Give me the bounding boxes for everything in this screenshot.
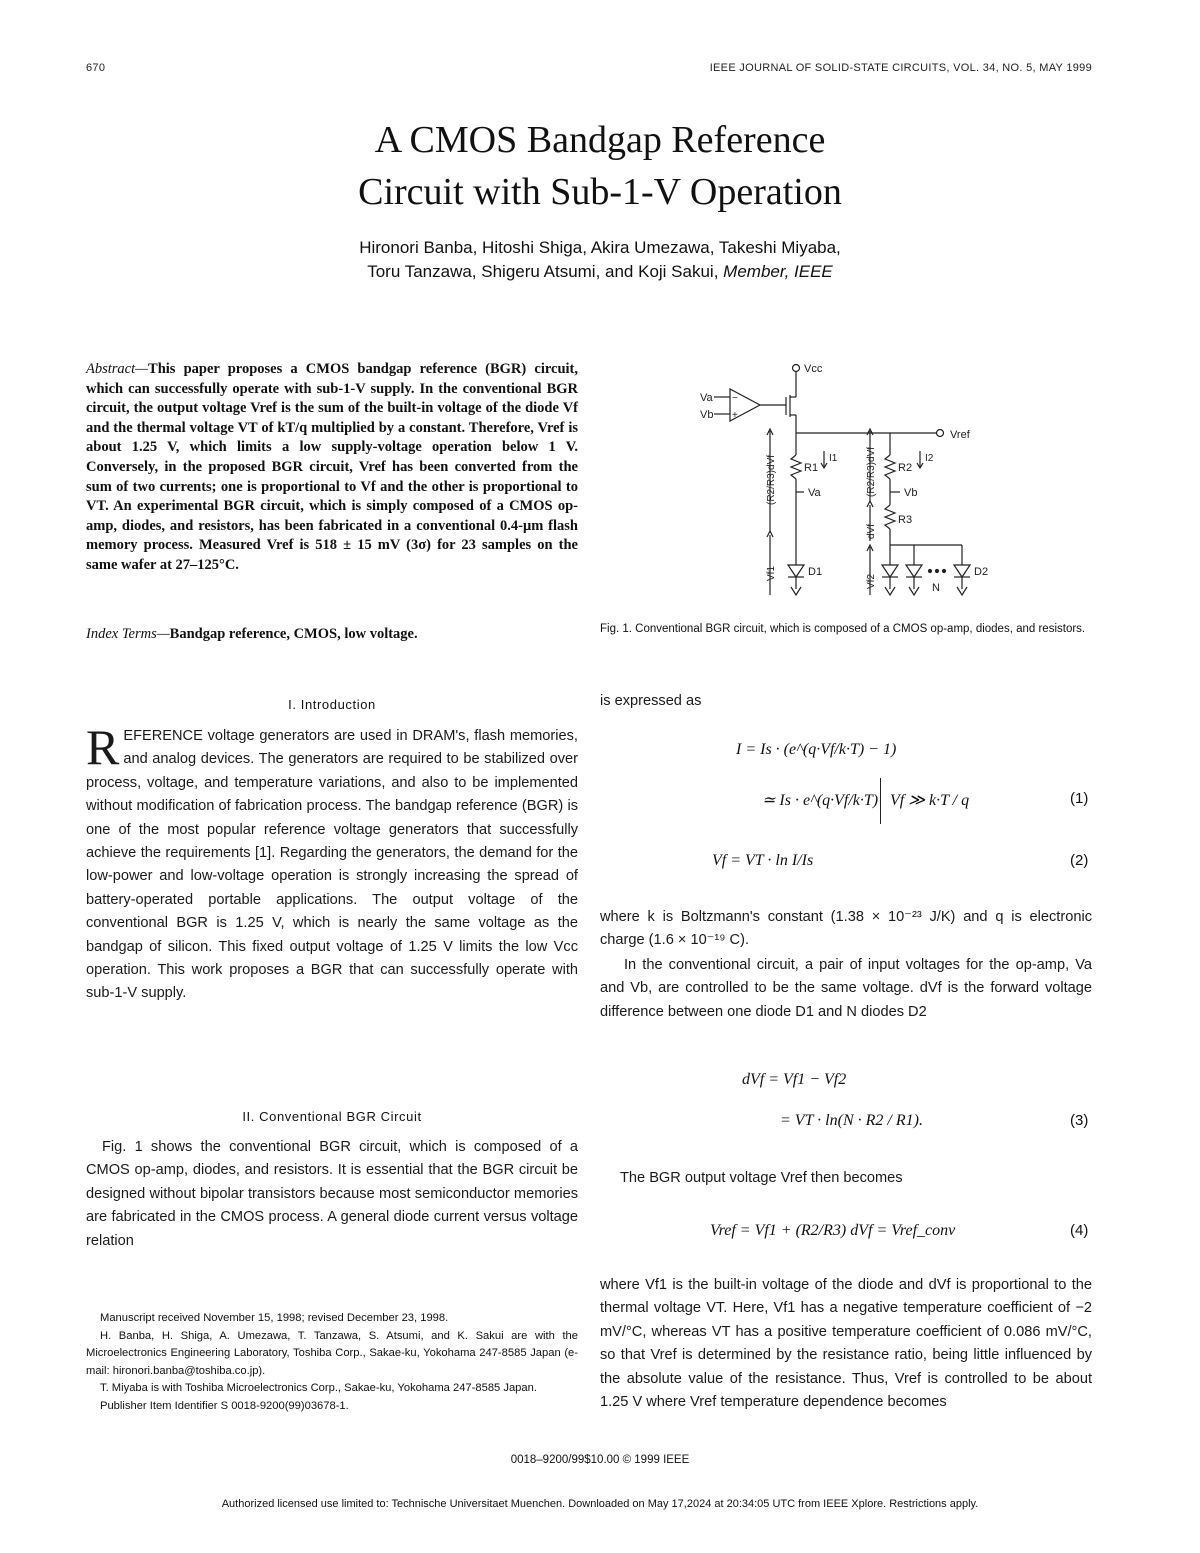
i2-label: I2 [925,453,934,464]
page-number: 670 [86,62,106,74]
paragraph-temperature: where Vf1 is the built-in voltage of the diode and dVf is proportional to the thermal voltage VT. Here, Vf1 has a negative temperature coefficient of −2 mV/°C, whereas VT has a positive temperature coefficient of 0.086 mV/°C, so that Vref is determined by the resistance ratio, being little influenced by the absolute value of the resistance. Thus, Vref is controlled to be about 1.25 V where Vref temperature dependence becomes [600,1277,1092,1411]
va-node-label: Va [808,487,821,499]
equation-3-line-1: dVf = Vf1 − Vf2 [742,1071,847,1088]
equation-3-number: (3) [1070,1112,1089,1129]
intro-text: EFERENCE voltage generators are used in DRAM's, flash memories, and analog devices. The generators are required to be stabilized over process, voltage, and temperature variations, and also to be implemented without modification of fabrication process. The bandgap reference (BGR) is one of the most popular reference voltage generators that successfully achieve the requirements [1]. Regarding the generators, the demand for the low-power and low-voltage operation is strongly increasing the spread of battery-operated portable applications. The output voltage of the conventional BGR is 1.25 V, which is nearly the same voltage as the bandgap of silicon. This fixed output voltage of 1.25 V limits the low Vcc operation. This work proposes a BGR that can successfully operate with sub-1-V supply. [86,728,578,1002]
va-input-label: Va [700,392,713,404]
index-terms [86,626,578,643]
index-terms-text: Bandgap reference, CMOS, low voltage. [169,626,418,642]
vb-node-label: Vb [904,487,918,499]
vb-input-label: Vb [700,409,714,421]
svg-text:+: + [732,410,738,421]
r3-label: R3 [898,514,913,526]
equation-4: Vref = Vf1 + (R2/R3) dVf = Vref_conv [710,1222,956,1239]
equation-1-condition: Vf ≫ k·T / q [890,792,970,809]
author-list [0,236,1200,284]
conv-heading: II. Conventional BGR Circuit [242,1109,422,1124]
vf2-label: Vf2 [866,573,877,589]
license-line: Authorized licensed use limited to: Technische Universitaet Muenchen. Downloaded on May 17,2024 at 20:34:05 UTC from IEEE Xplore. Restrictions apply. [221,1498,979,1510]
left-r2r3dvf-label: (R2/R3)dVf [766,454,777,505]
figure-caption: Fig. 1. Conventional BGR circuit, which is composed of a CMOS op-amp, diodes, and resistors. [600,623,1086,635]
vref-terminal [937,430,944,437]
d1-label: D1 [808,566,823,578]
resistor-r1 [791,455,801,479]
d2-label: D2 [974,566,989,578]
equation-2-number: (2) [1070,852,1089,869]
i1-label: I1 [829,453,838,464]
footnote [86,1310,578,1415]
equation-1-line-1: I = Is · (e^(q·Vf/k·T) − 1) [736,741,897,758]
copyright-line: 0018–9200/99$10.00 © 1999 IEEE [510,1454,690,1466]
equation-1-number: (1) [1070,790,1089,807]
resistor-r2 [885,455,895,479]
paragraph-inputs: In the conventional circuit, a pair of input voltages for the op-amp, Va and Vb, are controlled to be the same voltage. dVf is the forward voltage difference between one diode D1 and N diodes D2 [600,957,1092,1020]
abstract-label: Abstract— [86,361,149,377]
paragraph-constants: where k is Boltzmann's constant (1.38 × 10⁻²³ J/K) and q is electronic charge (1.6 × 10⁻¹⁹ C). [600,909,1092,949]
footnote-affiliation-1: H. Banba, H. Shiga, A. Umezawa, T. Tanzawa, S. Atsumi, and K. Sakui are with the Microelectronics Engineering Laboratory, Toshiba Corp., Sakae-ku, Yokohama 247-8585 Japan (e-mail: hironori.banba@toshiba.co.jp). [86,1329,578,1377]
authors-line-2: Toru Tanzawa, Shigeru Atsumi, and Koji Sakui, [367,262,719,281]
equation-1-line-2: ≃ Is · e^(q·Vf/k·T) [762,792,879,809]
equation-2: Vf = VT · ln I/Is [712,852,814,869]
footnote-received: Manuscript received November 15, 1998; revised December 23, 1998. [100,1312,449,1324]
vf1-label: Vf1 [766,565,777,581]
equation-4-number: (4) [1070,1222,1089,1239]
right-r2r3dvf-label: (R2/R3)dVf [866,446,877,497]
membership: Member, IEEE [723,262,833,281]
vcc-label: Vcc [804,363,823,375]
intro-paragraph [86,719,578,1006]
n-label: N [932,582,940,594]
expressed-as: is expressed as [600,693,702,709]
dropcap: R [86,719,120,775]
footnote-affiliation-2: T. Miyaba is with Toshiba Microelectronics Corp., Sakae-ku, Yokohama 247-8585 Japan. [100,1382,537,1394]
diode-array-d2 [882,545,970,595]
conv-paragraph: Fig. 1 shows the conventional BGR circuit, which is composed of a CMOS op-amp, diodes, and resistors. It is essential that the BGR circuit be designed without bipolar transistors because most semiconductor memories are fabricated in the CMOS process. A general diode current versus voltage relation [86,1139,578,1249]
paper-title [0,114,1200,218]
equation-3-line-2: = VT · ln(N · R2 / R1). [780,1112,923,1129]
abstract-text: This paper proposes a CMOS bandgap reference (BGR) circuit, which can successfully operate with sub-1-V supply. In the conventional BGR circuit, the output voltage Vref is the sum of the built-in voltage of the diode Vf and the thermal voltage VT of kT/q multiplied by a constant. Therefore, Vref is about 1.25 V, which limits a low supply-voltage operation below 1 V. Conversely, in the proposed BGR circuit, Vref has been converted from the sum of two currents; one is proportional to Vf and the other is proportional to VT. An experimental BGR circuit, which is simply composed of a CMOS op-amp, diodes, and resistors, has been fabricated in a conventional 0.4-μm flash memory process. Measured Vref is 518 ± 15 mV (3σ) for 23 samples on the same wafer at 27–125°C. [86,361,578,573]
diode-d1 [788,565,804,577]
paragraph-output: The BGR output voltage Vref then becomes [620,1170,903,1186]
vcc-terminal [793,365,800,372]
condition-bar [880,778,881,824]
svg-text:−: − [732,393,738,404]
footnote-pii: Publisher Item Identifier S 0018-9200(99)03678-1. [100,1399,349,1412]
title-line-2: Circuit with Sub-1-V Operation [358,171,842,213]
authors-line-1: Hironori Banba, Hitoshi Shiga, Akira Umezawa, Takeshi Miyaba, [359,238,841,257]
journal-header: IEEE JOURNAL OF SOLID-STATE CIRCUITS, VOL. 34, NO. 5, MAY 1999 [709,62,1092,74]
abstract [86,360,578,576]
index-terms-label: Index Terms— [86,626,170,642]
vref-label: Vref [950,429,970,441]
intro-heading: I. Introduction [288,697,376,712]
title-line-1: A CMOS Bandgap Reference [374,119,826,161]
r1-label: R1 [804,462,819,474]
r2-label: R2 [898,462,913,474]
circuit-schematic [690,355,1010,610]
dvf-label: dVf [866,523,877,539]
resistor-r3 [885,505,895,529]
